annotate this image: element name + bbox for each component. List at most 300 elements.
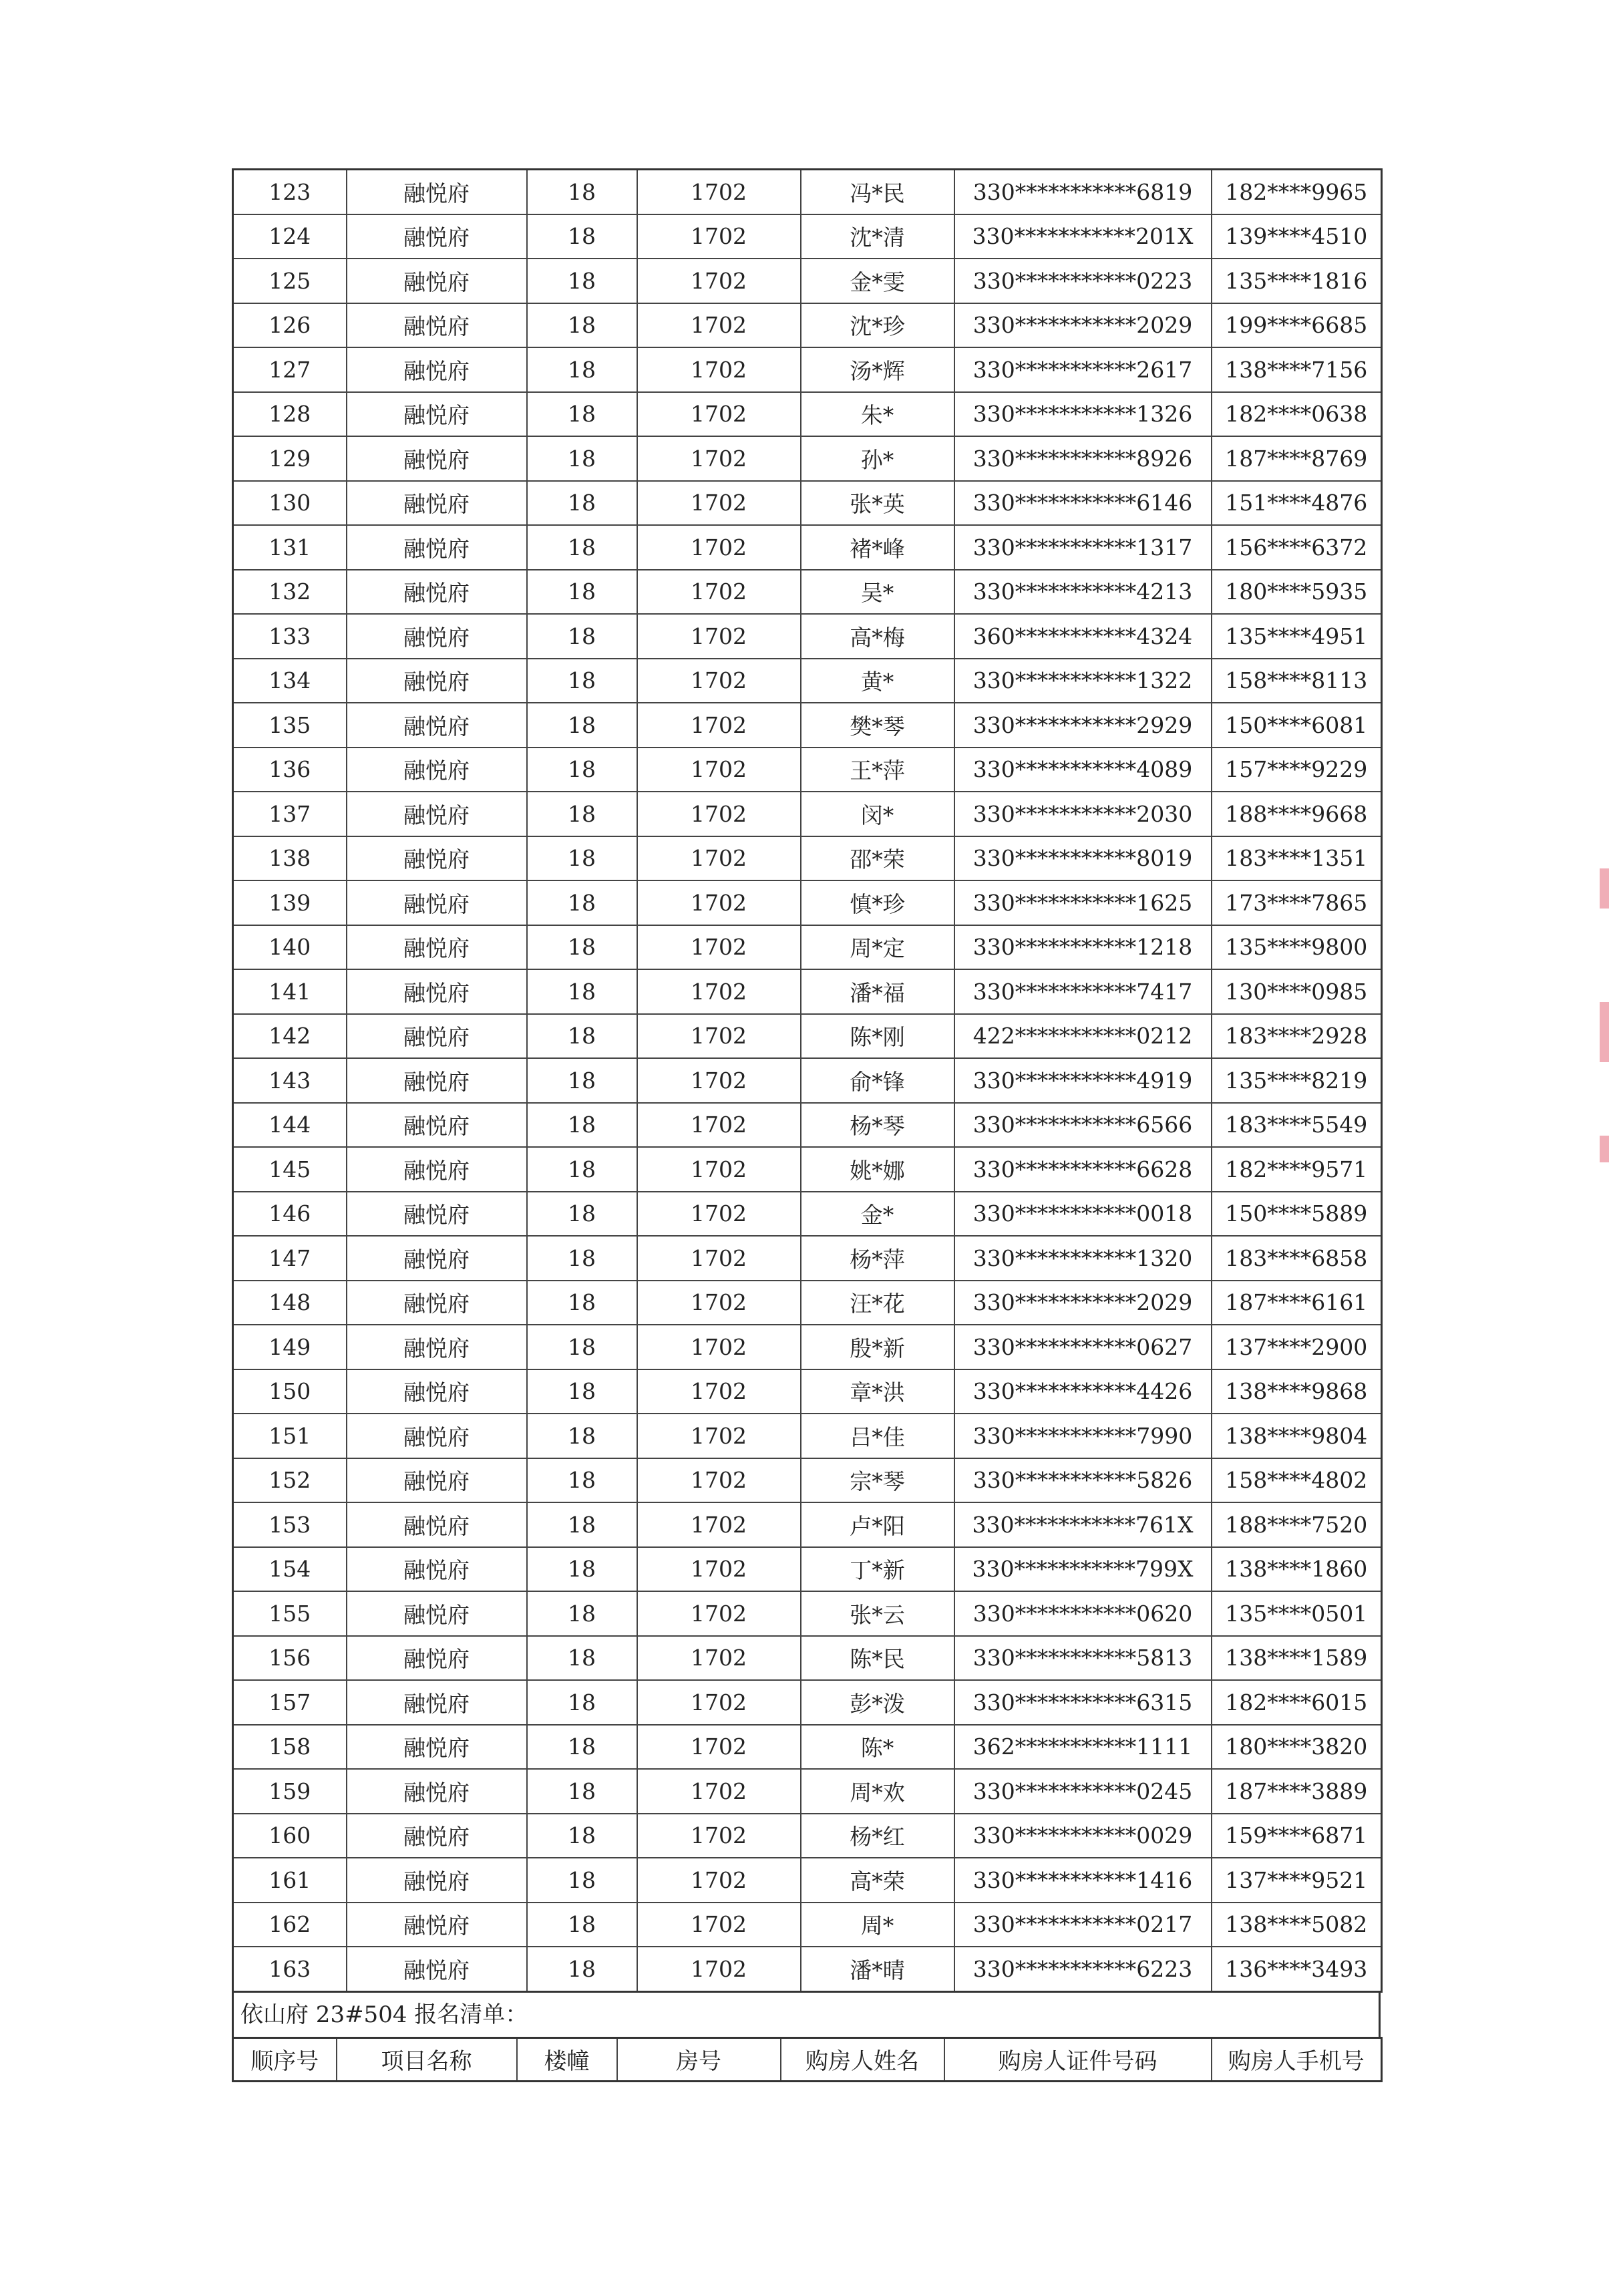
cell-project: 融悦府 bbox=[347, 1769, 527, 1814]
cell-project: 融悦府 bbox=[347, 1325, 527, 1369]
cell-seq: 162 bbox=[233, 1903, 347, 1947]
table-row bbox=[233, 703, 1382, 748]
cell-buyer-id: 330***********4919 bbox=[954, 1058, 1212, 1103]
cell-buyer-id: 330***********0620 bbox=[954, 1591, 1212, 1636]
cell-buyer-id: 330***********2029 bbox=[954, 1281, 1212, 1325]
next-section-header-table bbox=[232, 2037, 1383, 2082]
cell-buyer-id: 330***********4089 bbox=[954, 748, 1212, 792]
cell-room: 1702 bbox=[637, 1058, 801, 1103]
cell-room: 1702 bbox=[637, 214, 801, 259]
cell-buyer-id: 330***********0029 bbox=[954, 1814, 1212, 1858]
cell-buyer-phone: 188****7520 bbox=[1212, 1502, 1382, 1547]
cell-buyer-name: 殷*新 bbox=[801, 1325, 954, 1369]
cell-building: 18 bbox=[527, 1014, 637, 1059]
cell-buyer-name: 周* bbox=[801, 1903, 954, 1947]
table-row bbox=[233, 1369, 1382, 1414]
cell-seq: 131 bbox=[233, 525, 347, 570]
cell-room: 1702 bbox=[637, 1236, 801, 1281]
cell-buyer-name: 张*云 bbox=[801, 1591, 954, 1636]
cell-project: 融悦府 bbox=[347, 1103, 527, 1148]
cell-room: 1702 bbox=[637, 659, 801, 703]
table-row bbox=[233, 1858, 1382, 1903]
cell-buyer-name: 彭*泼 bbox=[801, 1680, 954, 1725]
cell-buyer-id: 330***********6315 bbox=[954, 1680, 1212, 1725]
cell-project: 融悦府 bbox=[347, 347, 527, 392]
cell-project: 融悦府 bbox=[347, 259, 527, 303]
cell-project: 融悦府 bbox=[347, 969, 527, 1014]
table-row bbox=[233, 1414, 1382, 1458]
cell-building: 18 bbox=[527, 703, 637, 748]
cell-project: 融悦府 bbox=[347, 1236, 527, 1281]
table-row bbox=[233, 969, 1382, 1014]
cell-buyer-id: 330***********2029 bbox=[954, 303, 1212, 348]
cell-buyer-id: 330***********2030 bbox=[954, 792, 1212, 836]
cell-seq: 156 bbox=[233, 1636, 347, 1681]
cell-room: 1702 bbox=[637, 303, 801, 348]
table-row bbox=[233, 1502, 1382, 1547]
cell-buyer-id: 330***********1416 bbox=[954, 1858, 1212, 1903]
cell-building: 18 bbox=[527, 1814, 637, 1858]
cell-building: 18 bbox=[527, 392, 637, 437]
cell-buyer-name: 周*定 bbox=[801, 925, 954, 970]
cell-seq: 136 bbox=[233, 748, 347, 792]
table-row bbox=[233, 1636, 1382, 1681]
cell-seq: 158 bbox=[233, 1725, 347, 1770]
cell-building: 18 bbox=[527, 1591, 637, 1636]
cell-buyer-id: 330***********1218 bbox=[954, 925, 1212, 970]
cell-building: 18 bbox=[527, 880, 637, 925]
cell-project: 融悦府 bbox=[347, 1014, 527, 1059]
cell-buyer-name: 王*萍 bbox=[801, 748, 954, 792]
cell-room: 1702 bbox=[637, 1369, 801, 1414]
cell-room: 1702 bbox=[637, 1814, 801, 1858]
cell-buyer-phone: 183****1351 bbox=[1212, 836, 1382, 881]
cell-buyer-name: 陈*刚 bbox=[801, 1014, 954, 1059]
cell-buyer-phone: 158****4802 bbox=[1212, 1458, 1382, 1503]
cell-building: 18 bbox=[527, 1680, 637, 1725]
cell-seq: 147 bbox=[233, 1236, 347, 1281]
cell-room: 1702 bbox=[637, 481, 801, 526]
cell-room: 1702 bbox=[637, 748, 801, 792]
cell-buyer-name: 沈*珍 bbox=[801, 303, 954, 348]
registration-table bbox=[232, 168, 1383, 1993]
cell-buyer-phone: 135****4951 bbox=[1212, 614, 1382, 659]
cell-building: 18 bbox=[527, 1192, 637, 1237]
header-row bbox=[233, 2037, 1382, 2081]
cell-room: 1702 bbox=[637, 1014, 801, 1059]
cell-room: 1702 bbox=[637, 1903, 801, 1947]
table-row bbox=[233, 1192, 1382, 1237]
cell-buyer-id: 422***********0212 bbox=[954, 1014, 1212, 1059]
cell-buyer-name: 高*梅 bbox=[801, 614, 954, 659]
cell-building: 18 bbox=[527, 836, 637, 881]
cell-project: 融悦府 bbox=[347, 481, 527, 526]
cell-seq: 160 bbox=[233, 1814, 347, 1858]
cell-buyer-phone: 150****6081 bbox=[1212, 703, 1382, 748]
table-row bbox=[233, 259, 1382, 303]
cell-building: 18 bbox=[527, 1103, 637, 1148]
cell-buyer-id: 330***********6223 bbox=[954, 1947, 1212, 1991]
cell-buyer-phone: 183****2928 bbox=[1212, 1014, 1382, 1059]
cell-buyer-name: 闵* bbox=[801, 792, 954, 836]
cell-room: 1702 bbox=[637, 1947, 801, 1991]
table-row bbox=[233, 836, 1382, 881]
cell-room: 1702 bbox=[637, 1281, 801, 1325]
table-row bbox=[233, 1947, 1382, 1991]
table-row bbox=[233, 1725, 1382, 1770]
cell-buyer-id: 330***********201X bbox=[954, 214, 1212, 259]
cell-project: 融悦府 bbox=[347, 170, 527, 214]
cell-project: 融悦府 bbox=[347, 748, 527, 792]
cell-buyer-phone: 135****9800 bbox=[1212, 925, 1382, 970]
cell-buyer-name: 冯*民 bbox=[801, 170, 954, 214]
cell-buyer-id: 330***********0018 bbox=[954, 1192, 1212, 1237]
cell-seq: 142 bbox=[233, 1014, 347, 1059]
cell-project: 融悦府 bbox=[347, 1636, 527, 1681]
cell-room: 1702 bbox=[637, 1769, 801, 1814]
cell-building: 18 bbox=[527, 659, 637, 703]
cell-project: 融悦府 bbox=[347, 1680, 527, 1725]
table-row bbox=[233, 659, 1382, 703]
cell-buyer-name: 汪*花 bbox=[801, 1281, 954, 1325]
cell-buyer-phone: 159****6871 bbox=[1212, 1814, 1382, 1858]
cell-building: 18 bbox=[527, 1947, 637, 1991]
cell-buyer-phone: 130****0985 bbox=[1212, 969, 1382, 1014]
cell-building: 18 bbox=[527, 1502, 637, 1547]
table-row bbox=[233, 481, 1382, 526]
header-building: 楼幢 bbox=[517, 2037, 617, 2081]
cell-buyer-name: 高*荣 bbox=[801, 1858, 954, 1903]
cell-buyer-id: 330***********7990 bbox=[954, 1414, 1212, 1458]
table-row bbox=[233, 1147, 1382, 1192]
cell-room: 1702 bbox=[637, 880, 801, 925]
table-row bbox=[233, 614, 1382, 659]
cell-buyer-phone: 158****8113 bbox=[1212, 659, 1382, 703]
cell-buyer-id: 330***********0245 bbox=[954, 1769, 1212, 1814]
seal-mark bbox=[1600, 1136, 1609, 1162]
cell-building: 18 bbox=[527, 214, 637, 259]
cell-buyer-name: 孙* bbox=[801, 436, 954, 481]
cell-room: 1702 bbox=[637, 1636, 801, 1681]
cell-room: 1702 bbox=[637, 1103, 801, 1148]
table-row bbox=[233, 525, 1382, 570]
cell-building: 18 bbox=[527, 969, 637, 1014]
cell-room: 1702 bbox=[637, 347, 801, 392]
cell-buyer-phone: 182****9965 bbox=[1212, 170, 1382, 214]
cell-buyer-name: 陈* bbox=[801, 1725, 954, 1770]
cell-buyer-phone: 188****9668 bbox=[1212, 792, 1382, 836]
cell-project: 融悦府 bbox=[347, 792, 527, 836]
cell-building: 18 bbox=[527, 614, 637, 659]
cell-room: 1702 bbox=[637, 1325, 801, 1369]
cell-project: 融悦府 bbox=[347, 1547, 527, 1592]
cell-room: 1702 bbox=[637, 170, 801, 214]
cell-seq: 161 bbox=[233, 1858, 347, 1903]
table-row bbox=[233, 1591, 1382, 1636]
cell-building: 18 bbox=[527, 792, 637, 836]
cell-seq: 159 bbox=[233, 1769, 347, 1814]
cell-buyer-id: 330***********1625 bbox=[954, 880, 1212, 925]
cell-building: 18 bbox=[527, 1236, 637, 1281]
cell-buyer-name: 陈*民 bbox=[801, 1636, 954, 1681]
table-row bbox=[233, 1014, 1382, 1059]
cell-buyer-phone: 173****7865 bbox=[1212, 880, 1382, 925]
table-row bbox=[233, 925, 1382, 970]
cell-building: 18 bbox=[527, 259, 637, 303]
cell-buyer-name: 周*欢 bbox=[801, 1769, 954, 1814]
cell-building: 18 bbox=[527, 1414, 637, 1458]
cell-seq: 124 bbox=[233, 214, 347, 259]
header-seq: 顺序号 bbox=[233, 2037, 337, 2081]
cell-buyer-phone: 138****9868 bbox=[1212, 1369, 1382, 1414]
header-buyer-id: 购房人证件号码 bbox=[944, 2037, 1212, 2081]
cell-buyer-name: 丁*新 bbox=[801, 1547, 954, 1592]
cell-buyer-phone: 135****1816 bbox=[1212, 259, 1382, 303]
cell-buyer-id: 330***********4213 bbox=[954, 570, 1212, 615]
cell-seq: 134 bbox=[233, 659, 347, 703]
cell-building: 18 bbox=[527, 1769, 637, 1814]
cell-project: 融悦府 bbox=[347, 1414, 527, 1458]
cell-buyer-name: 张*英 bbox=[801, 481, 954, 526]
cell-building: 18 bbox=[527, 1369, 637, 1414]
cell-seq: 146 bbox=[233, 1192, 347, 1237]
cell-buyer-name: 沈*清 bbox=[801, 214, 954, 259]
cell-buyer-name: 朱* bbox=[801, 392, 954, 437]
cell-seq: 127 bbox=[233, 347, 347, 392]
cell-buyer-name: 宗*琴 bbox=[801, 1458, 954, 1503]
cell-project: 融悦府 bbox=[347, 880, 527, 925]
cell-seq: 129 bbox=[233, 436, 347, 481]
cell-building: 18 bbox=[527, 170, 637, 214]
cell-room: 1702 bbox=[637, 792, 801, 836]
cell-seq: 138 bbox=[233, 836, 347, 881]
cell-room: 1702 bbox=[637, 1725, 801, 1770]
cell-seq: 153 bbox=[233, 1502, 347, 1547]
table-row bbox=[233, 1903, 1382, 1947]
cell-buyer-id: 330***********0217 bbox=[954, 1903, 1212, 1947]
section-caption: 依山府 23#504 报名清单： bbox=[232, 1993, 1381, 2037]
cell-buyer-phone: 138****1860 bbox=[1212, 1547, 1382, 1592]
table-row bbox=[233, 1281, 1382, 1325]
cell-buyer-phone: 135****8219 bbox=[1212, 1058, 1382, 1103]
cell-room: 1702 bbox=[637, 1458, 801, 1503]
cell-buyer-phone: 151****4876 bbox=[1212, 481, 1382, 526]
cell-buyer-id: 330***********5813 bbox=[954, 1636, 1212, 1681]
cell-building: 18 bbox=[527, 1458, 637, 1503]
cell-project: 融悦府 bbox=[347, 659, 527, 703]
table-row bbox=[233, 1547, 1382, 1592]
cell-buyer-name: 姚*娜 bbox=[801, 1147, 954, 1192]
cell-building: 18 bbox=[527, 1281, 637, 1325]
table-row bbox=[233, 748, 1382, 792]
cell-buyer-phone: 137****2900 bbox=[1212, 1325, 1382, 1369]
cell-buyer-id: 330***********1320 bbox=[954, 1236, 1212, 1281]
cell-room: 1702 bbox=[637, 614, 801, 659]
cell-project: 融悦府 bbox=[347, 1814, 527, 1858]
table-row bbox=[233, 436, 1382, 481]
cell-project: 融悦府 bbox=[347, 436, 527, 481]
cell-building: 18 bbox=[527, 570, 637, 615]
cell-building: 18 bbox=[527, 1325, 637, 1369]
cell-project: 融悦府 bbox=[347, 1281, 527, 1325]
cell-seq: 152 bbox=[233, 1458, 347, 1503]
cell-project: 融悦府 bbox=[347, 303, 527, 348]
cell-buyer-name: 吕*佳 bbox=[801, 1414, 954, 1458]
cell-building: 18 bbox=[527, 1636, 637, 1681]
cell-seq: 130 bbox=[233, 481, 347, 526]
cell-buyer-phone: 199****6685 bbox=[1212, 303, 1382, 348]
cell-project: 融悦府 bbox=[347, 1858, 527, 1903]
cell-buyer-id: 330***********7417 bbox=[954, 969, 1212, 1014]
cell-project: 融悦府 bbox=[347, 836, 527, 881]
header-buyer-phone: 购房人手机号 bbox=[1212, 2037, 1382, 2081]
cell-building: 18 bbox=[527, 1903, 637, 1947]
cell-building: 18 bbox=[527, 1058, 637, 1103]
cell-seq: 155 bbox=[233, 1591, 347, 1636]
cell-seq: 139 bbox=[233, 880, 347, 925]
cell-buyer-phone: 139****4510 bbox=[1212, 214, 1382, 259]
cell-building: 18 bbox=[527, 525, 637, 570]
cell-buyer-name: 杨*琴 bbox=[801, 1103, 954, 1148]
table-row bbox=[233, 214, 1382, 259]
cell-room: 1702 bbox=[637, 570, 801, 615]
cell-room: 1702 bbox=[637, 1414, 801, 1458]
table-row bbox=[233, 392, 1382, 437]
cell-buyer-phone: 135****0501 bbox=[1212, 1591, 1382, 1636]
cell-seq: 145 bbox=[233, 1147, 347, 1192]
cell-buyer-name: 俞*锋 bbox=[801, 1058, 954, 1103]
cell-buyer-phone: 187****8769 bbox=[1212, 436, 1382, 481]
header-buyer-name: 购房人姓名 bbox=[781, 2037, 944, 2081]
cell-buyer-name: 汤*辉 bbox=[801, 347, 954, 392]
cell-buyer-id: 330***********1322 bbox=[954, 659, 1212, 703]
table-row bbox=[233, 1680, 1382, 1725]
cell-buyer-phone: 180****3820 bbox=[1212, 1725, 1382, 1770]
cell-buyer-name: 吴* bbox=[801, 570, 954, 615]
cell-seq: 163 bbox=[233, 1947, 347, 1991]
cell-seq: 128 bbox=[233, 392, 347, 437]
cell-buyer-name: 慎*珍 bbox=[801, 880, 954, 925]
cell-buyer-phone: 182****0638 bbox=[1212, 392, 1382, 437]
cell-seq: 135 bbox=[233, 703, 347, 748]
cell-seq: 123 bbox=[233, 170, 347, 214]
cell-buyer-name: 潘*晴 bbox=[801, 1947, 954, 1991]
table-row bbox=[233, 303, 1382, 348]
cell-buyer-phone: 137****9521 bbox=[1212, 1858, 1382, 1903]
seal-mark bbox=[1600, 1002, 1609, 1062]
cell-buyer-name: 邵*荣 bbox=[801, 836, 954, 881]
cell-project: 融悦府 bbox=[347, 525, 527, 570]
cell-room: 1702 bbox=[637, 703, 801, 748]
cell-buyer-phone: 182****9571 bbox=[1212, 1147, 1382, 1192]
cell-room: 1702 bbox=[637, 1502, 801, 1547]
cell-project: 融悦府 bbox=[347, 1192, 527, 1237]
cell-buyer-phone: 138****1589 bbox=[1212, 1636, 1382, 1681]
cell-project: 融悦府 bbox=[347, 1725, 527, 1770]
cell-buyer-name: 金*雯 bbox=[801, 259, 954, 303]
table-row bbox=[233, 170, 1382, 214]
cell-seq: 144 bbox=[233, 1103, 347, 1148]
cell-building: 18 bbox=[527, 303, 637, 348]
cell-seq: 150 bbox=[233, 1369, 347, 1414]
cell-building: 18 bbox=[527, 1858, 637, 1903]
cell-buyer-phone: 180****5935 bbox=[1212, 570, 1382, 615]
cell-room: 1702 bbox=[637, 836, 801, 881]
cell-room: 1702 bbox=[637, 1147, 801, 1192]
cell-building: 18 bbox=[527, 347, 637, 392]
cell-buyer-id: 362***********1111 bbox=[954, 1725, 1212, 1770]
table-row bbox=[233, 1325, 1382, 1369]
cell-room: 1702 bbox=[637, 969, 801, 1014]
table-row bbox=[233, 1814, 1382, 1858]
cell-buyer-id: 330***********0223 bbox=[954, 259, 1212, 303]
cell-seq: 143 bbox=[233, 1058, 347, 1103]
cell-project: 融悦府 bbox=[347, 1147, 527, 1192]
cell-buyer-phone: 183****6858 bbox=[1212, 1236, 1382, 1281]
cell-project: 融悦府 bbox=[347, 214, 527, 259]
cell-buyer-name: 褚*峰 bbox=[801, 525, 954, 570]
cell-room: 1702 bbox=[637, 436, 801, 481]
cell-project: 融悦府 bbox=[347, 392, 527, 437]
registration-table-body bbox=[233, 170, 1382, 1992]
cell-buyer-id: 330***********1317 bbox=[954, 525, 1212, 570]
cell-building: 18 bbox=[527, 436, 637, 481]
cell-project: 融悦府 bbox=[347, 703, 527, 748]
cell-room: 1702 bbox=[637, 525, 801, 570]
cell-seq: 140 bbox=[233, 925, 347, 970]
cell-buyer-phone: 187****6161 bbox=[1212, 1281, 1382, 1325]
cell-buyer-id: 330***********799X bbox=[954, 1547, 1212, 1592]
cell-building: 18 bbox=[527, 1147, 637, 1192]
cell-seq: 125 bbox=[233, 259, 347, 303]
cell-room: 1702 bbox=[637, 392, 801, 437]
cell-buyer-id: 330***********8926 bbox=[954, 436, 1212, 481]
cell-seq: 137 bbox=[233, 792, 347, 836]
cell-building: 18 bbox=[527, 1547, 637, 1592]
cell-room: 1702 bbox=[637, 1192, 801, 1237]
cell-buyer-id: 330***********6628 bbox=[954, 1147, 1212, 1192]
cell-buyer-name: 潘*福 bbox=[801, 969, 954, 1014]
cell-project: 融悦府 bbox=[347, 1591, 527, 1636]
table-row bbox=[233, 1058, 1382, 1103]
cell-buyer-id: 330***********6146 bbox=[954, 481, 1212, 526]
header-room: 房号 bbox=[617, 2037, 781, 2081]
cell-buyer-name: 章*洪 bbox=[801, 1369, 954, 1414]
cell-project: 融悦府 bbox=[347, 925, 527, 970]
table-row bbox=[233, 570, 1382, 615]
cell-project: 融悦府 bbox=[347, 614, 527, 659]
cell-buyer-id: 330***********2929 bbox=[954, 703, 1212, 748]
cell-buyer-name: 金* bbox=[801, 1192, 954, 1237]
cell-buyer-id: 330***********2617 bbox=[954, 347, 1212, 392]
cell-buyer-id: 330***********6566 bbox=[954, 1103, 1212, 1148]
cell-room: 1702 bbox=[637, 1591, 801, 1636]
cell-project: 融悦府 bbox=[347, 1903, 527, 1947]
table-row bbox=[233, 1458, 1382, 1503]
header-project: 项目名称 bbox=[337, 2037, 517, 2081]
cell-buyer-phone: 187****3889 bbox=[1212, 1769, 1382, 1814]
cell-building: 18 bbox=[527, 748, 637, 792]
cell-buyer-name: 樊*琴 bbox=[801, 703, 954, 748]
cell-buyer-phone: 138****7156 bbox=[1212, 347, 1382, 392]
cell-building: 18 bbox=[527, 1725, 637, 1770]
cell-seq: 132 bbox=[233, 570, 347, 615]
cell-buyer-name: 杨*萍 bbox=[801, 1236, 954, 1281]
cell-buyer-id: 330***********4426 bbox=[954, 1369, 1212, 1414]
cell-building: 18 bbox=[527, 481, 637, 526]
cell-seq: 126 bbox=[233, 303, 347, 348]
cell-seq: 154 bbox=[233, 1547, 347, 1592]
